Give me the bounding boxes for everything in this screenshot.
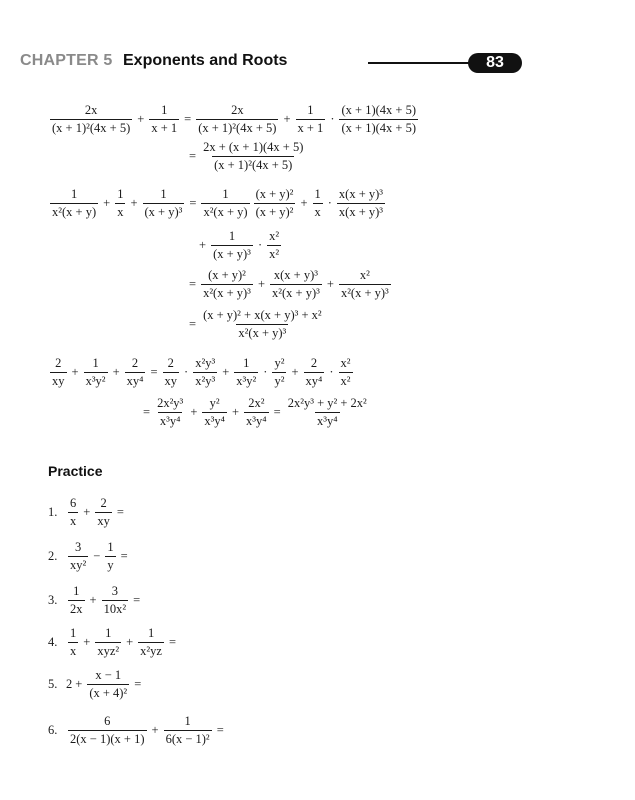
fraction: $\frac{2}{xy}$ [52, 356, 65, 388]
example3-line2: = $\frac{\text{2x²y³}}{\text{x³y⁴}}$ + $\frac{\text{y²}}{\text{x³y⁴}}$ + $\frac{\text{2x²}}{\text{x³y⁴}}$ = $\frac{\text{2x²y³ + y² + 2x²}}{\text{x³y⁴}}$ [143, 396, 367, 428]
fraction: $\frac{1}{x}$ [314, 187, 321, 219]
example2-line2: + $\frac{1}{\text{(x + y)³}}$ · $\frac{\text{x²}}{\text{x²}}$ [199, 229, 280, 261]
fraction: $\frac{1}{x + 1}$ [297, 103, 324, 135]
fraction: $\frac{1}{2x}$ [70, 584, 83, 616]
fraction: $\frac{\text{x²}}{\text{x²}}$ [340, 356, 351, 388]
example2-line1: $\frac{1}{\text{x²(x + y)}}$ + $\frac{1}{x}$ + $\frac{1}{\text{(x + y)³}}$ = $\frac{1}{\text{x²(x + y)}}$ $\frac{\text{(x + y)²}}{\text{(x + y)²}}$ + $\frac{1}{x}$ · $\frac{\text{x(x + y)³}}{\text{x(x + y)³}}$ [52, 187, 384, 219]
fraction: $\frac{\text{(x + y)²}}{\text{(x + y)²}}$ [255, 187, 294, 219]
fraction: $\frac{\text{y²}}{\text{y²}}$ [274, 356, 285, 388]
fraction: $\frac{6}{2(x - 1)(x + 1)}$ [70, 714, 145, 746]
fraction: $\frac{1}{\text{x²(x + y)}}$ [203, 187, 248, 219]
practice-item-3: 3. $\frac{1}{2x}$ + $\frac{3}{\text{10x²}}$ = [48, 584, 141, 616]
fraction: $\frac{\text{2x²y³ + y² + 2x²}}{\text{x³y⁴}}$ [287, 396, 367, 428]
practice-item-1: 1. $\frac{6}{x}$ + $\frac{2}{xy}$ = [48, 496, 124, 528]
fraction: $\frac{\text{x²y³}}{\text{x²y³}}$ [195, 356, 216, 388]
fraction: $\frac{\text{x²}}{\text{x²(x + y)³}}$ [340, 268, 389, 300]
fraction: $\frac{2}{xy}$ [97, 496, 110, 528]
practice-item-4: 4. $\frac{1}{x}$ + $\frac{1}{\text{xyz²}}$ + $\frac{1}{\text{x²yz}}$ = [48, 626, 177, 658]
fraction: $\frac{2x + (x + 1)(4x + 5)}{\text{(x + 1)²(4x + 5)}}$ [203, 140, 304, 172]
fraction: $\frac{\text{2x²}}{\text{x³y⁴}}$ [246, 396, 267, 428]
fraction: $\frac{1}{\text{x³y²}}$ [85, 356, 106, 388]
fraction: $\frac{\text{x²}}{\text{x²}}$ [269, 229, 280, 261]
fraction: $\frac{3}{\text{xy²}}$ [70, 540, 87, 572]
fraction: $\frac{\text{2x²y³}}{\text{x³y⁴}}$ [157, 396, 184, 428]
chapter-label: CHAPTER 5 [20, 52, 113, 69]
fraction: $\frac{1}{\text{x³y²}}$ [236, 356, 257, 388]
practice-item-2: 2. $\frac{3}{\text{xy²}}$ − $\frac{1}{y}$ = [48, 540, 128, 572]
fraction: $\frac{\text{y²}}{\text{x³y⁴}}$ [204, 396, 225, 428]
example2-line3: = $\frac{\text{(x + y)²}}{\text{x²(x + y)³}}$ + $\frac{\text{x(x + y)³}}{\text{x²(x + y)³}}$ + $\frac{\text{x²}}{\text{x²(x + y)³}}$ [189, 268, 389, 300]
fraction: $\frac{\text{(x + y)²}}{\text{x²(x + y)³}}$ [203, 268, 251, 300]
fraction: $\frac{1}{x}$ [70, 626, 77, 658]
example1-line2: = $\frac{2x + (x + 1)(4x + 5)}{\text{(x + 1)²(4x + 5)}}$ [189, 140, 304, 172]
fraction: $\frac{1}{\text{xyz²}}$ [97, 626, 120, 658]
fraction: $\frac{6}{x}$ [70, 496, 77, 528]
fraction: $\frac{2}{xy}$ [164, 356, 178, 388]
fraction: $\frac{\text{x(x + y)³}}{\text{x²(x + y)³}}$ [272, 268, 320, 300]
practice-heading: Practice [48, 463, 103, 479]
fraction: $\frac{2}{\text{xy⁴}}$ [305, 356, 323, 388]
fraction: $\frac{2x}{\text{(x + 1)²(4x + 5)}}$ [52, 103, 131, 135]
example3-line1: $\frac{2}{xy}$ + $\frac{1}{\text{x³y²}}$ + $\frac{2}{\text{xy⁴}}$ = $\frac{2}{xy}$ · $\frac{\text{x²y³}}{\text{x²y³}}$ + $\frac{1}{\text{x³y²}}$ · $\frac{\text{y²}}{\text{y²}}$ + $\frac{2}{\text{xy⁴}}$ · $\frac{\text{x²}}{\text{x²}}$ [52, 356, 351, 388]
fraction: $\frac{3}{\text{10x²}}$ [103, 584, 127, 616]
fraction: $\frac{(x + 1)(4x + 5)}{(x + 1)(4x + 5)}$ [341, 103, 416, 135]
fraction: $\frac{\text{(x + y)² + x(x + y)³ + x²}}{\text{x²(x + y)³}}$ [203, 308, 322, 340]
example1-line1: $\frac{2x}{\text{(x + 1)²(4x + 5)}}$ + $\frac{1}{x + 1}$ = $\frac{2x}{\text{(x + 1)²(4x + 5)}}$ + $\frac{1}{x + 1}$ · $\frac{(x + 1)(4x + 5)}{(x + 1)(4x + 5)}$ [52, 103, 416, 135]
example2-line4: = $\frac{\text{(x + y)² + x(x + y)³ + x²}}{\text{x²(x + y)³}}$ [189, 308, 322, 340]
fraction: $\frac{1}{y}$ [107, 540, 114, 572]
fraction: $\frac{1}{x}$ [117, 187, 124, 219]
practice-item-5: 5. 2 + $\frac{x - 1}{\text{(x + 4)²}}$ = [48, 668, 142, 700]
fraction: $\frac{1}{\text{x²(x + y)}}$ [52, 187, 97, 219]
fraction: $\frac{x - 1}{\text{(x + 4)²}}$ [89, 668, 128, 700]
fraction: $\frac{1}{x + 1}$ [151, 103, 178, 135]
fraction: $\frac{1}{\text{6(x − 1)²}}$ [165, 714, 210, 746]
fraction: $\frac{1}{\text{(x + y)³}}$ [213, 229, 251, 261]
fraction: $\frac{2}{\text{xy⁴}}$ [126, 356, 144, 388]
fraction: $\frac{\text{x(x + y)³}}{\text{x(x + y)³}}$ [338, 187, 384, 219]
practice-item-6: 6. $\frac{6}{2(x - 1)(x + 1)}$ + $\frac{1}{\text{6(x − 1)²}}$ = [48, 714, 224, 746]
chapter-title: Exponents and Roots [123, 52, 288, 69]
fraction: $\frac{2x}{\text{(x + 1)²(4x + 5)}}$ [198, 103, 277, 135]
fraction: $\frac{1}{\text{x²yz}}$ [140, 626, 162, 658]
page-number-badge: 83 [468, 53, 522, 73]
fraction: $\frac{1}{\text{(x + y)³}}$ [144, 187, 183, 219]
